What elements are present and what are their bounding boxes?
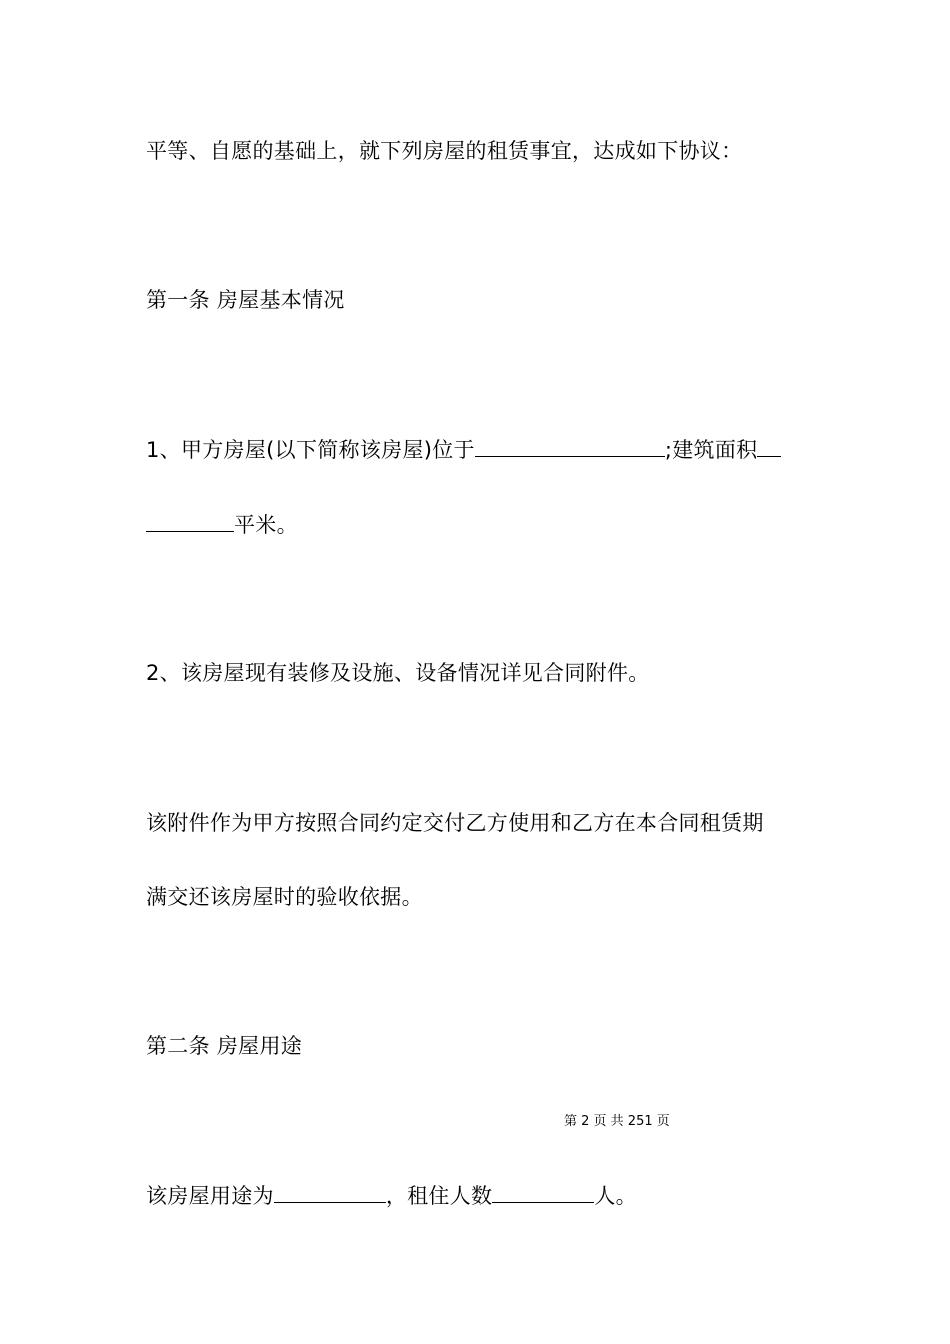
intro-line: 平等、自愿的基础上，就下列房屋的租赁事宜，达成如下协议： bbox=[146, 139, 743, 163]
item1-line1 bbox=[146, 434, 781, 465]
usage-line bbox=[146, 1180, 637, 1211]
attachment-line2: 满交还该房屋时的验收依据。 bbox=[146, 885, 423, 909]
usage-blank bbox=[274, 1180, 386, 1203]
area-blank-end bbox=[146, 509, 234, 532]
item1-line2 bbox=[146, 509, 298, 540]
item1-text-location: 1、甲方房屋(以下简称该房屋)位于 bbox=[146, 438, 475, 462]
occupants-blank bbox=[492, 1180, 594, 1203]
item2-line: 2、该房屋现有装修及设施、设备情况详见合同附件。 bbox=[146, 661, 650, 685]
usage-text: 该房屋用途为 bbox=[146, 1184, 274, 1208]
attachment-line1: 该附件作为甲方按照合同约定交付乙方使用和乙方在本合同租赁期 bbox=[146, 811, 764, 835]
article1-heading: 第一条 房屋基本情况 bbox=[146, 288, 345, 312]
occupants-text: ，租住人数 bbox=[385, 1184, 493, 1208]
item1-text-unit: 平米。 bbox=[234, 513, 298, 537]
location-blank bbox=[475, 434, 665, 457]
article2-heading: 第二条 房屋用途 bbox=[146, 1034, 303, 1058]
occupants-unit: 人。 bbox=[594, 1184, 637, 1208]
area-blank-start bbox=[757, 434, 781, 457]
item1-text-area: ;建筑面积 bbox=[664, 438, 758, 462]
page-number: 第 2 页 共 251 页 bbox=[564, 1114, 670, 1129]
